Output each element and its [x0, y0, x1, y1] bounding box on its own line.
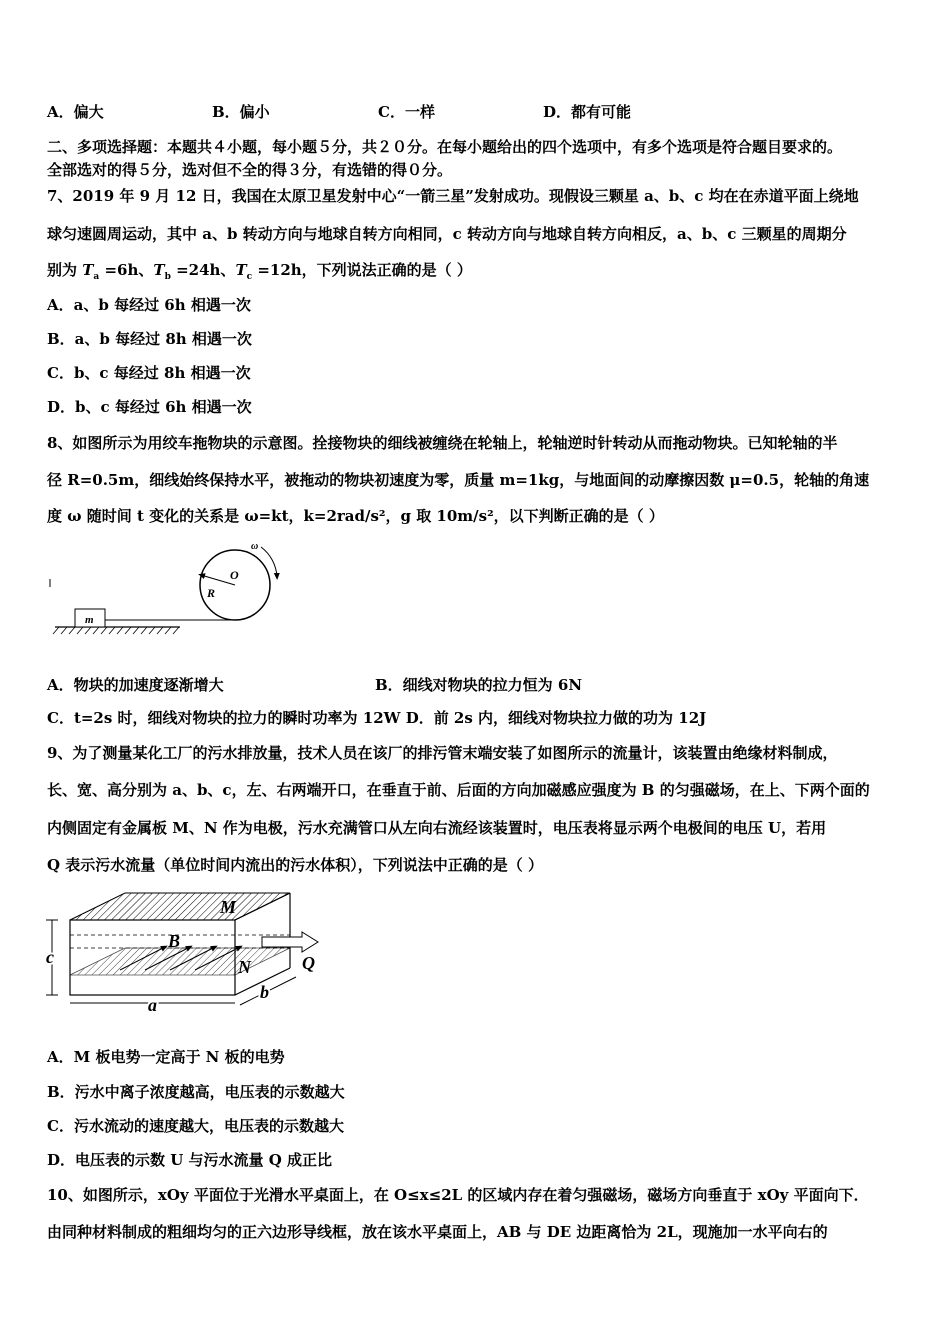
label-q: Q [302, 953, 315, 973]
q7-option-b: B．a、b 每经过 8h 相遇一次 [47, 330, 252, 348]
radius-label-r: R [207, 586, 216, 600]
flowmeter-diagram [40, 885, 330, 1020]
q7-tb-symbol: T [153, 261, 165, 279]
q7-ta-sub: a [93, 272, 100, 282]
section2-line1: 二、多项选择题：本题共４小题，每小题５分，共２０分。在每小题给出的四个选项中，有多个选项是符合题目要求的。 [47, 138, 843, 156]
ground-hatch [53, 627, 179, 634]
top-plate-m [70, 893, 290, 920]
label-m: M [220, 897, 237, 917]
q9-option-a: A．M 板电势一定高于 N 板的电势 [47, 1048, 285, 1066]
q10-line1: 10、如图所示，xOy 平面位于光滑水平桌面上，在 O≤x≤2L 的区域内存在着匀强磁场，磁场方向垂直于 xOy 平面向下． [47, 1186, 869, 1204]
omega-label: ω [251, 541, 259, 552]
q7-option-d: D．b、c 每经过 6h 相遇一次 [47, 398, 252, 416]
q7-line2: 球匀速圆周运动，其中 a、b 转动方向与地球自转方向相同，c 转动方向与地球自转方向相反，a、b、c 三颗星的周期分 [47, 225, 847, 243]
label-n: N [238, 957, 251, 977]
prev-option-d: D．都有可能 [543, 103, 632, 121]
section2-line2: 全部选对的得５分，选对但不全的得３分，有选错的得０分。 [47, 161, 453, 179]
q8-line2: 径 R=0.5m，细线始终保持水平，被拖动的物块初速度为零，质量 m=1kg，与地面间的动摩擦因数 μ=0.5，轮轴的角速 [47, 471, 870, 489]
label-c: c [46, 947, 54, 967]
q10-line2: 由同种材料制成的粗细均匀的正六边形导线框，放在该水平桌面上，AB 与 DE 边距离恰为 2L，现施加一水平向右的 [47, 1223, 828, 1241]
q8-line1: 8、如图所示为用绞车拖物块的示意图。拴接物块的细线被缠绕在轮轴上，轮轴逆时针转动从而拖动物块。已知轮轴的半 [47, 434, 838, 452]
prev-option-b: B．偏小 [212, 103, 270, 121]
q9-line4: Q 表示污水流量（单位时间内流出的污水体积），下列说法中正确的是（ ） [47, 856, 544, 874]
rotation-arrow [261, 547, 277, 577]
q8-option-a: A．物块的加速度逐渐增大 [47, 676, 224, 694]
winch-diagram [45, 535, 315, 645]
label-b: b [260, 982, 269, 1002]
q7-option-c: C．b、c 每经过 8h 相遇一次 [47, 364, 251, 382]
q7-line3 [47, 260, 472, 287]
q9-line1: 9、为了测量某化工厂的污水排放量，技术人员在该厂的排污管末端安装了如图所示的流量计，该装置由绝缘材料制成， [47, 744, 838, 762]
q7-tb-val: =24h、 [170, 261, 236, 279]
q7-line1: 7、2019 年 9 月 12 日，我国在太原卫星发射中心“一箭三星”发射成功。现假设三颗星 a、b、c 均在在赤道平面上绕地 [47, 187, 859, 205]
q9-option-b: B．污水中离子浓度越高，电压表的示数越大 [47, 1083, 345, 1101]
q7-ta-symbol: T [82, 261, 94, 279]
prev-option-a: A．偏大 [47, 103, 104, 121]
prev-option-c: C．一样 [378, 103, 435, 121]
q7-option-a: A．a、b 每经过 6h 相遇一次 [47, 296, 251, 314]
q7-tb-sub: b [164, 272, 171, 282]
q9-line2: 长、宽、高分别为 a、b、c，左、右两端开口，在垂直于前、后面的方向加磁感应强度为 B 的匀强磁场，在上、下两个面的 [47, 781, 870, 799]
q9-option-c: C．污水流动的速度越大，电压表的示数越大 [47, 1117, 344, 1135]
q7-tc-val: =12h，下列说法正确的是（ ） [252, 261, 472, 279]
center-label-o: O [230, 568, 239, 582]
q7-tc-sub: c [246, 272, 253, 282]
q7-line3-pre: 别为 [47, 261, 83, 279]
q8-option-b: B．细线对物块的拉力恒为 6N [375, 676, 583, 694]
q8-line3: 度 ω 随时间 t 变化的关系是 ω=kt，k=2rad/s²，g 取 10m/s²，以下判断正确的是（ ） [47, 507, 664, 525]
q9-line3: 内侧固定有金属板 M、N 作为电极，污水充满管口从左向右流经该装置时，电压表将显示两个电极间的电压 U，若用 [47, 819, 827, 837]
label-a: a [148, 995, 157, 1015]
block-label-m: m [85, 614, 94, 626]
q7-ta-val: =6h、 [99, 261, 154, 279]
q9-option-d: D．电压表的示数 U 与污水流量 Q 成正比 [47, 1151, 333, 1169]
q8-option-cd: C．t=2s 时，细线对物块的拉力的瞬时功率为 12W D．前 2s 内，细线对物块拉力做的功为 12J [47, 709, 707, 727]
label-b-field: B [168, 931, 181, 951]
q7-tc-symbol: T [235, 261, 247, 279]
